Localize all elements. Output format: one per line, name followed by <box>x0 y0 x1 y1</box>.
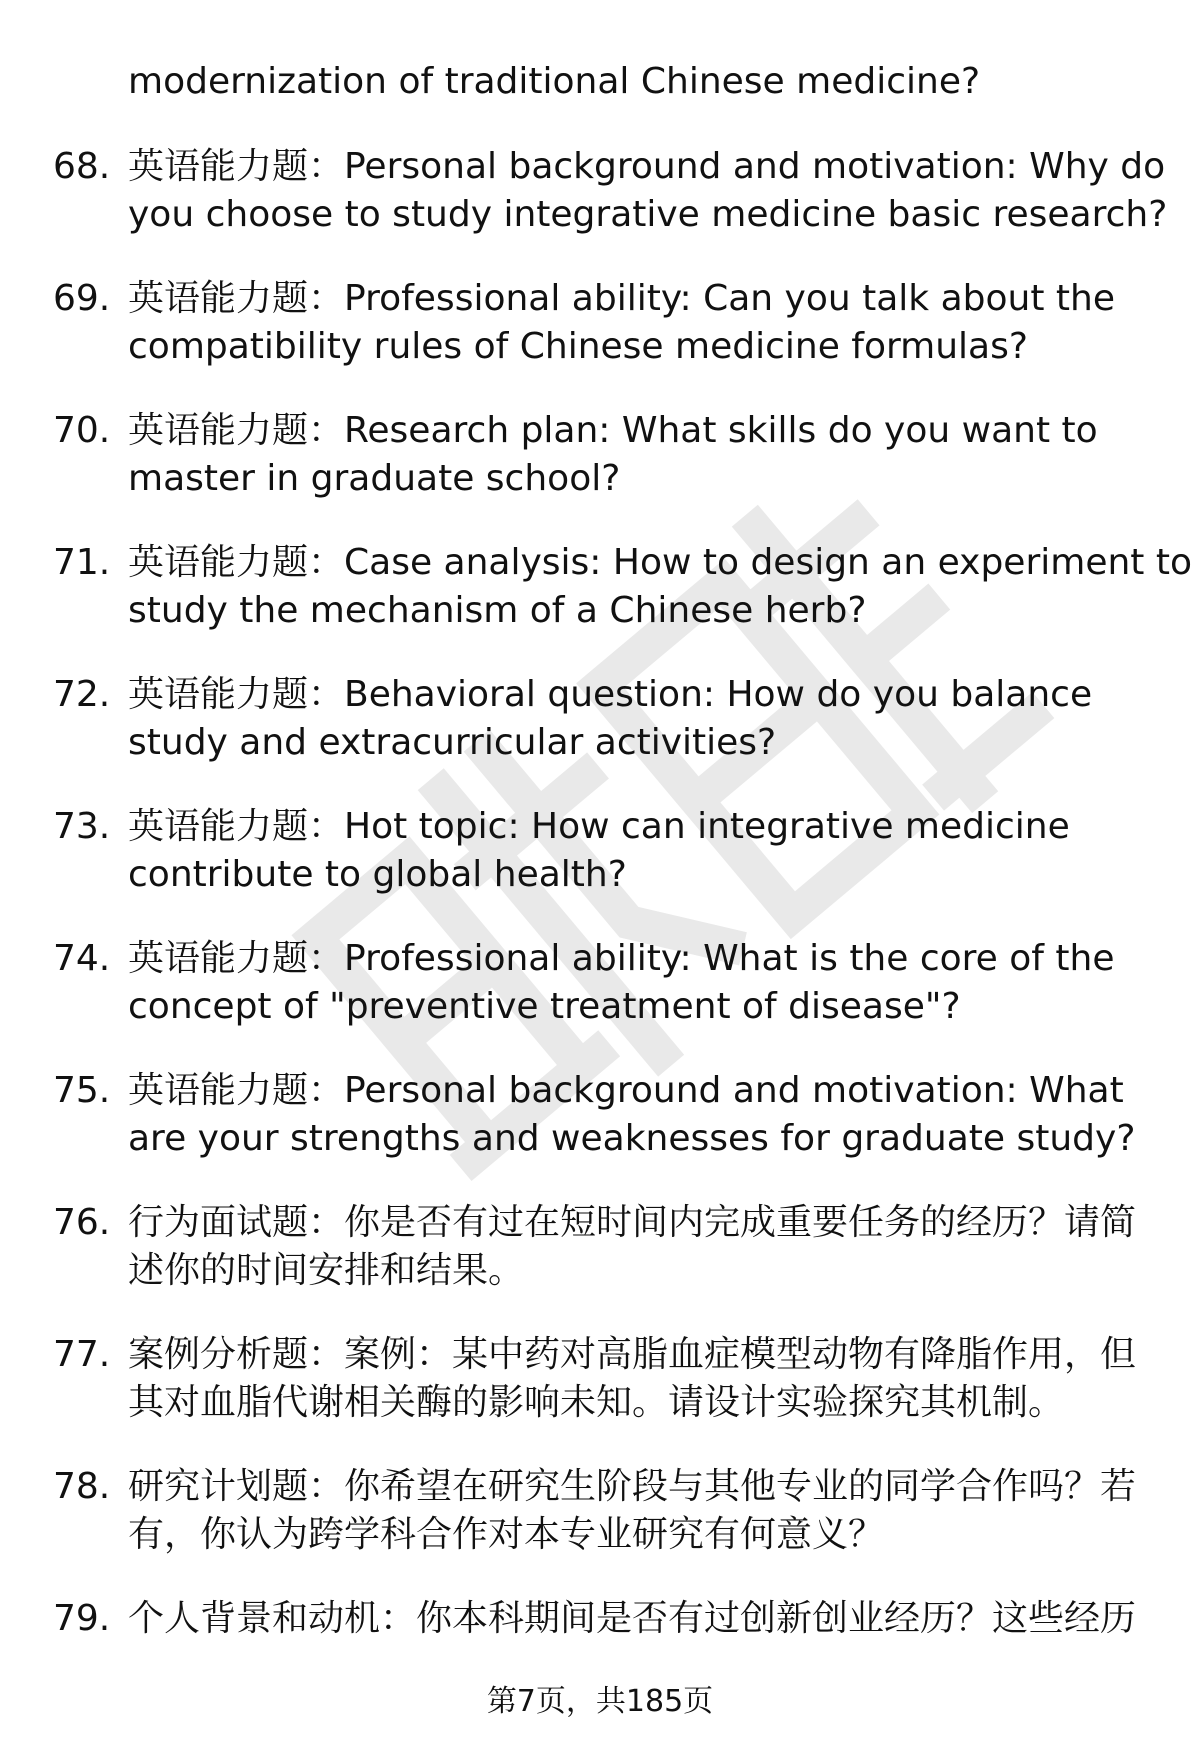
question-text-line: 研究计划题：你希望在研究生阶段与其他专业的同学合作吗？若 <box>128 1466 1137 1507</box>
question-text <box>128 671 1153 767</box>
page-footer: 第7页，共185页 <box>486 1684 714 1719</box>
question-text-line: concept of "preventive treatment of disease"? <box>128 986 961 1027</box>
question-item <box>0 1067 1200 1199</box>
question-item <box>0 143 1200 275</box>
question-text <box>128 935 1153 1031</box>
question-number: 77. <box>53 1334 111 1375</box>
question-item <box>0 1463 1200 1595</box>
question-text <box>128 275 1153 371</box>
question-number: 73. <box>53 806 111 847</box>
question-text-line: 其对血脂代谢相关酶的影响未知。请设计实验探究其机制。 <box>128 1382 1065 1423</box>
question-item <box>0 935 1200 1067</box>
question-number: 71. <box>53 542 111 583</box>
question-text-line: are your strengths and weaknesses for graduate study? <box>128 1118 1136 1159</box>
question-text <box>128 803 1153 899</box>
question-number: 74. <box>53 938 111 979</box>
question-number: 72. <box>53 674 111 715</box>
question-number: 79. <box>53 1598 111 1639</box>
question-item <box>0 539 1200 671</box>
question-text-line: 英语能力题：Behavioral question: How do you balance <box>128 674 1093 715</box>
question-text-line: 行为面试题：你是否有过在短时间内完成重要任务的经历？请简 <box>128 1202 1137 1243</box>
question-text <box>128 143 1168 239</box>
question-text-line: 英语能力题：Personal background and motivation: Why do <box>128 146 1166 187</box>
question-text-line: 英语能力题：Professional ability: What is the core of the <box>128 938 1115 979</box>
question-text-line: master in graduate school? <box>128 458 621 499</box>
question-item <box>0 1331 1200 1463</box>
question-text-line: 英语能力题：Professional ability: Can you talk about the <box>128 278 1115 319</box>
question-item <box>0 803 1200 935</box>
question-text-line: 有，你认为跨学科合作对本专业研究有何意义？ <box>128 1514 885 1555</box>
question-text-line: 英语能力题：Research plan: What skills do you want to <box>128 410 1098 451</box>
question-item <box>0 1199 1200 1331</box>
question-item <box>0 671 1200 803</box>
question-text <box>128 1331 1153 1427</box>
question-text-line: compatibility rules of Chinese medicine formulas? <box>128 326 1028 367</box>
question-text-line: 英语能力题：Hot topic: How can integrative medicine <box>128 806 1070 847</box>
question-number: 70. <box>53 410 111 451</box>
question-text-line: study and extracurricular activities? <box>128 722 777 763</box>
question-list <box>0 143 1200 1727</box>
question-text <box>128 1595 1153 1643</box>
question-text-line: contribute to global health? <box>128 854 627 895</box>
question-number: 69. <box>53 278 111 319</box>
question-text <box>128 1067 1153 1163</box>
question-text <box>128 1199 1153 1295</box>
question-number: 68. <box>53 146 111 187</box>
question-text-line: 英语能力题：Personal background and motivation: What <box>128 1070 1124 1111</box>
question-text-line: 案例分析题：案例：某中药对高脂血症模型动物有降脂作用，但 <box>128 1334 1137 1375</box>
question-item <box>0 275 1200 407</box>
question-text-line: 英语能力题：Case analysis: How to design an experiment to <box>128 542 1192 583</box>
continuation-text: modernization of traditional Chinese medicine? <box>128 61 981 102</box>
question-number: 76. <box>53 1202 111 1243</box>
question-text <box>128 1463 1153 1559</box>
question-text-line: you choose to study integrative medicine basic research? <box>128 194 1168 235</box>
question-number: 75. <box>53 1070 111 1111</box>
question-text-line: study the mechanism of a Chinese herb? <box>128 590 867 631</box>
question-text-line: 个人背景和动机：你本科期间是否有过创新创业经历？这些经历 <box>128 1598 1137 1639</box>
question-text-line: 述你的时间安排和结果。 <box>128 1250 525 1291</box>
question-text <box>128 539 1192 635</box>
question-text <box>128 407 1153 503</box>
question-number: 78. <box>53 1466 111 1507</box>
question-item <box>0 407 1200 539</box>
